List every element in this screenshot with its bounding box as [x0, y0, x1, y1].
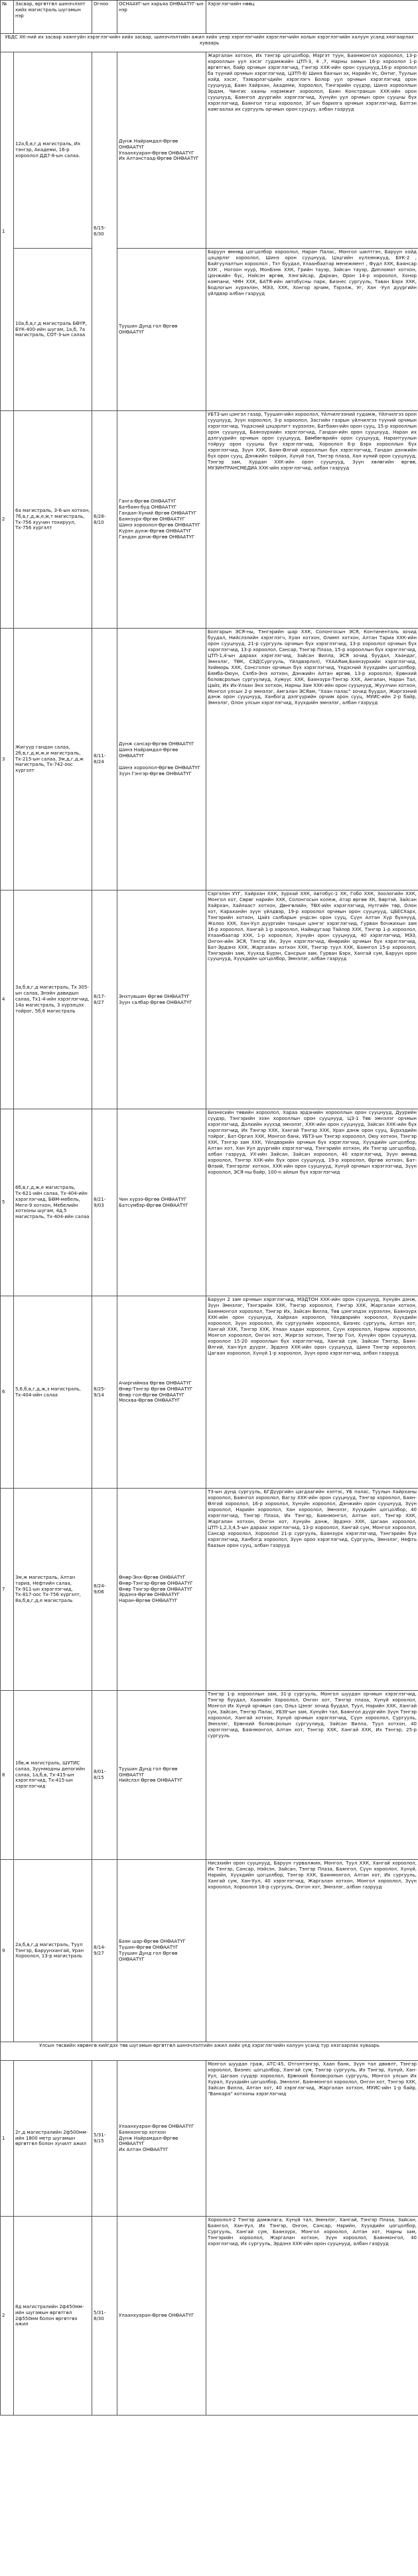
row-duty: Баруун 2 зам орчмын хэрэглэгчид, МЭДТОН ХХК-ийн орон сууцнууд, Хүнүйн дэнж, Зүүн Эмнэлэг, Тэнгэрийн ХХК, Тэнгэр хороолол, Гэнгэр ХХК, Жаргалан хотхон, Баянмонгол хороолол, Тэнгэр Их, Зайсан Вилла, Төв цэнгэлдэх хүрээлэн, Баянзүрх ХХК-ийн орон сууцнууд, Хайрхан хороолол, Үйлдвэрийн хороолол, Хүүхдийн хороолол, Зүүн хороолол, Их сургуулийн хороолол, Бизнес сургууль, Алтан хот, Хангай ХХК, Тэнгэр ХХК, Улаан хадан хороолол, Сүүн хороолол, Нарны хороолол, Монгол хороолол, Онгон хот, Жиргээ хотхон, Тэнгэр Гол, Хүнүйн орон сууцнууд, хороолол 15-20 хорооллын бүх хэрэглэгчид, Хангай сум, Зайсан Тэнгэр, Баян-Өлгий, Хан-Уул дүүрэг, Эрдэнэ ХХК-ийн орон сууцнууд, Шинэ Тэнгэр хороолол, Цагаан хороолол, Хүнүй 1-р хороолол, Зүүн ороо хэрэглэгчид, албан газрууд — [206, 1296, 418, 1489]
row-duty: Жаргалан хотхон, Их тэнгэр цогцолбор, Мэргэт туун, Баянмонгол хороолол, 13-р хорооллын уул хэсэг гудамжийн ЦТП-3, 4 ,7, Нарны замын 16-р хороолол 1-р өргөтгөл, байр орчмын хэрэглэгчид, Гэнгэр ХХК-ийн орон сууцнууд,16-р хороолол ба түүний орчмын хэрэглэгчид, ЦЗТП-8/ Шинэ бахчын эх, Нарийн Ус, Онтиг, Туулын хойд хэсэг, Тээвэрлэгчдийн хэрэглэгч Болор уул орчмын хэрэглэгчид орон сууцнууд, Баян Хайрхан, Академи, Хороолол, Тэнгэрийн сүүдэр, Шинэ хорооллын Эрдэм, Чингис хааны нэрэмжит хороолол, Баян Констракшн ХХК-ийн орон сууцнууд, Баянгол дүүргийн хэрэглэгчид, Хүнүйн уул орчмын орон сууцны бүх хэрэглэгчид, Баянгол тэгш хороолол, ЗГ-ын барилга орчмын хэрэглэгчид, Батгэн хамгаалах их сургууль орчмын орон сууцуу, албан газрууд — [206, 52, 418, 249]
row-responsible: Туушин Дунд гол Өргөө ОНӨААТҮГ — [117, 249, 206, 411]
section-1-title: УБДС ХК-ний их засвар хаянгуйн хэрэглэгчийн хийх засвар, шинэчлэлтийн ажил хийх үеэр хэрэглэгчийн хэрэглэгчийн холын хэрэглэгчийн халуун усанд хязгаарлах хуваарь — [1, 34, 418, 52]
row-number: 1 — [1, 52, 14, 411]
table-row — [1, 1860, 418, 2042]
header-work: Засвар, өргөтгөл шинэчлэлт хийх магистраль шугамын нэр — [14, 1, 92, 34]
row-duty: Сэргэлэн УҮГ, Хайрхан ХХК, Зурхай ХХК, Автобус-1 ХК, Гобо ХХК, Зоологийн ХХК, Монгол хот, Сөрөг нарийн ХХК, Солонгосын колеж, Атар өргөө ХК, Бөртэй, Зайсан Хайрхан, Хайлааст хотхон, Дөнгөлийн, ТӨХ-ийн хэрэглэгчид, Нутгийн төр, Олон хот, Караханйн зүүн үйлдвэр, 19-р хороолол орчмын орон сууцнууд, ЦБЕСХарх, Тэнгэрийн хотхон, Цайз салбарын үндсэн орон сууц, Сүүн Алтан Хүр бүхнүүд, Жолоо ХХК, Хан-Уул дүүргийн танцын цэнгэг хэрэглэгчид, Гурван бочжихын зам 16-р хороолол, Хангай 1-р хороолол, Наймдугаар Тайлор ХХК, Тэнгэр 1-р хороолол, Улаанбаатар ХХК, 1-р хороолол, Хүнүйн орон сууцнууд, 40 хэрэглэгчид, МЭЗ, Онгон-ийн ЭСЯ, Тэнгэр Их, Зүүн хэрэглэгчид, Өнөрийн орчмын бүх хэрэглэгчид, Бат-Эрдэнэ ХХК, Жаргалан хотхон ХХК, Тэнгэр туул ХХК, Баянгол 15-р хороолол, Тэнгэрийн зам, Хүүхэд Бүрэн, Сансрын зам, Гурван Бэрх, Хангай сум, Баруун орон сууцнууд, Хүүхдийн цогцолбор, Эмнэлэг, албан газрууд — [206, 890, 418, 1109]
table-row — [1, 52, 418, 249]
row-work: 6б,в,г,д,ж,е магистраль, Тх-621-ийн салаа, Тх-404-ийн хэрэглэгчид, БӨМ-мебель, Меге-9 хотхон, Мебелийн хотхоны шугам, 4д,5 магистраль, Тх-404-ийн салаа — [14, 1109, 92, 1296]
row-number: 2 — [1, 411, 14, 629]
row-stage: 8/17-8/27 — [92, 890, 117, 1109]
row-number: 1 — [1, 2061, 14, 2217]
header-duty: Хэрэглэгчийн нөөц — [206, 1, 418, 34]
row-work: 10а,б,в,г,д магистраль БӨҮР, БҮК-400-ийн шугам, 1а,б, 7а магистраль, СОТ-3-ын салаа — [14, 249, 92, 411]
row-responsible: Өнөр-Энх-Өргөө ОНӨААТҮГ Өнөр-Тэнгэр-Өргөө ОНӨААТҮГ Өнөр Тэнгэр-Өргөө ОНӨААТҮГ Эрдэнэ-Өргөө ОНӨААТҮГ Наран-Өргөө ОНӨААТҮГ — [117, 1489, 206, 1691]
row-number: 4 — [1, 890, 14, 1109]
row-work: 2а,б,в,г,д магистраль, Туул Тэнгэр, Баруунхангай, Уран Хороолол, 13-р магистраль — [14, 1860, 92, 2042]
row-work: 1бв,ж магистраль, ШУТИС салаа, Зуунмодны депогийн салаа, 1а,б,в, Тх-415-ын хэрэглэгчид, Тх-415-ын хэрэглэгчид — [14, 1691, 92, 1860]
row-duty: УБТЗ-ын цэнгэл газар, Туушин-ийн хороолол, Үйлчилгээний гудамж, Үйлчилгээ орон сууцнууд, Зүүн хороолол, 3-р хороолол, Засгийн газрын үйлчилгээ түүний орчмын хэрэглэгчид, Үндэсний цэцэрлэгт хүрээлэн, Батбаян-ийн орон сууц, 15-р хорооллын орон сууцнууд, Баянзүрхийн хэрэглэгчид, Гандан-ийн орон сууцнууд, Наран их дэлгүүрийн орчмын орон сууцнууд, Бөмбөгөрийн орон сууцнууд, Нарантуулын тойруу орон сууцны бүх хэрэглэгчид, Хороолол 6-р Бэрх хорооллын бүх хэрэглэгчид, Зүүн ХХК, Баян-Өлгий хорооллын бүх хэрэглэгчид, Гандан дэнжийн бүх орон сууц, Дэнжийн тойрон, Хүнүй тал, Тэнгэр плаза, Хан хүний орон сууцнууд, Тэнгэр зам, Хурдан ХХК-ийн орон сууцнууд, Зүүн хөлөгийн өргөө, МУЗИНТРАНСМЕДИА ХХК-ийн хэрэглэгчид, албан газрууд — [206, 411, 418, 629]
row-number: 6 — [1, 1296, 14, 1489]
row-responsible-primary: Улаанхуаран-Өргөө ОНӨААТҮГ Баянхонгор хотхон — [119, 2123, 194, 2135]
header-row — [1, 1, 418, 34]
row-stage: 5/31-8/30 — [92, 2217, 117, 2416]
row-duty: Бизнесийн төвийн хороолол, Хараа эрдэнийн хорооллын орон сууцнууд, Дуурийн сүүдэр, Тэнгэрийн эзэн хорооллын орон сууцнууд, ЦЗ-1 Төв эмнэлэг орчмын хэрэглэгчид, Дэлхийн хүүхэд эмнэлэг, ХХК-ийн орон сууцнууд, Зайсан ХХК-ийн бүх хэрэглэгчид, Их Тэнгэр ХХК, Хангай Тэнгэр ХХК, Уран дэнж орон сууц, Бүрхэдийн тойрог, Бат-Оргил ХХК, Монгол банк, УБТЗ-ын Тэнгэр хороолол, Оюу хотхон, Тэнгэр ХХК, Тэнгэр зам ХХК, Үйлдвэрийн орчмын бүх хэрэглэгчид, Хүүхдийн цогцолбор, Алтан хот, Хан Уул дүүргийн хэрэглэгчид, Тэнгэрийн хотхон, Их Тэнгэр цогцолбор, албан газрууд, УХ-ийн Зайсан, Зайсан хороолол, 40 хэрэглэгчид, Зүүн өмнөд хороолол, Тэнгэр ХХК-ийн бүх орон сууцнууд, 19-р хороолол, Өргөө хотхон, Бат-Өлзий, Тэнгэрлэг хотхон, ХХК-ийн орон сууцнууд, Хүнүй орчмын хэрэглэгчид, Зүүн хороолол, ЭСЯ-ны байр, 100-н айлын бүх хэрэглэгчид — [206, 1109, 418, 1296]
row-stage: 8/01-8/15 — [92, 1691, 117, 1860]
section-heading-2 — [1, 2042, 418, 2061]
row-responsible: Ганга-Өргөө ОНӨААТҮГ Батбаян-буд ОНӨААТҮГ Гандан-Хүний Өргөө ОНӨААТҮГ Баянзүрх-Өргөө ОНӨААТҮГ Шинэ хороолол-Өргөө ОНӨААТҮГ Күрэн дүнж-Өргөө ОНӨААТҮГ Гандан дэнж-Өргөө ОНӨААТҮГ — [117, 411, 206, 629]
table-row — [1, 890, 418, 1109]
row-responsible: Улаанхуаран-Өргөө ОНӨААТҮГ — [117, 2217, 206, 2416]
row-responsible: Дүнж Найрамдал-Өргөө ОНӨААТҮГ Улаанхуаран-Өргөө ОНӨААТҮГ Их Алтанстаад-Өргөө ОНӨААТҮГ — [117, 52, 206, 249]
table-row — [1, 1489, 418, 1691]
row-stage: 8/14-9/27 — [92, 1860, 117, 2042]
row-responsible: Туушин Дунд гол Өргөө ОНӨААТҮГ Нийслэл Өргөө ОНӨААТҮГ — [117, 1691, 206, 1860]
header-stage: Огноо — [92, 1, 117, 34]
table-row — [1, 1296, 418, 1489]
row-work: Жигүүр гандан салаа, 2б,в,г,д,м,ж,и магистраль, Тх-215-ын салаа, 3м,д,г,д,ж магистраль, Тх-742-оос хүргэлт — [14, 629, 92, 890]
row-stage: 5/31-9/15 — [92, 2061, 117, 2217]
row-duty: Баруун өмнөд цогцолбор хороолол, Наран Палас, Монгол шилтгэн, Баруун хойд цэцэрлэг хороолол, Шинэ орон сууцнууд, Цэцгийн хүлээмжүүд, БУК-2 , Байгуулалтын хороолол , Тхт буудал, Улаанбаатар менежмент , Фүдл ХХК, Баянсар ХХК , Ногоон нуур, МонБэнк ХХК, Грийн тауэр, Зайсан тауэр, Дипломат хотхон, Цонжийн бүс, Нэйсэн өргөө, Хэнгайсар, Дархан, Орон 14-р хороолол, Хонор компани, ЧМН ХХК, БАТЯ-ийн автобусны парк, Бизнес сургууль, Таван Бэрх ХХК, Бодлогын хүрээлэн, МЭЗ, ХХК, Хонгор эрчим, Тэрэлж, Уг, Хан -Уул дүүргийн үйлдвэр албан газрууд — [206, 249, 418, 411]
header-resp: ОСНААУГ-ын харьяа ОНӨААТҮГ-ын нэр — [117, 1, 206, 34]
row-work: 3а,б,в,г,д магистраль, Тх 305-ын салаа, Энэйн давидын салаа, Тх1-4-ийн хэрэглэгчид, 14а магистраль, 3 хүрэлцэх тойрог, 5б,6 магистраль — [14, 890, 92, 1109]
row-stage: 6/28-8/10 — [92, 411, 117, 629]
row-number: 7 — [1, 1489, 14, 1691]
row-work: 8д магистралийн 2ф450мм-ийн шугамын өргөтгөл 2ф550мм болон өргөтгөх ажил — [14, 2217, 92, 2416]
row-number: 9 — [1, 1860, 14, 2042]
row-responsible: Дүнж сансар-Өргөө ОНӨААТҮГ Шинэ Найрамдал-Өргөө ОНӨААТҮГ Шинэ хороолол-Өргөө ОНӨААТҮГ Зүүн Гэнгэр-Өргөө ОНӨААТҮГ — [117, 629, 206, 890]
table-row — [1, 629, 418, 890]
section-2-title: Улсын төсвийн хөрөнгө хийгдэх төв шугамын өргөтгөл шинэчлэлтийн ажил хийх үед хэрэглэгчийн халуун усанд тур хязгаарлах хуваарь — [1, 2042, 418, 2061]
table-row — [1, 411, 418, 629]
row-responsible: Энхтүвшин Өргөө ОНӨААТҮГ Зүүн салбар Өргөө ОНӨААТҮГ — [117, 890, 206, 1109]
row-work: 5,6,б,в,г,д,ж,з магистраль, Тх-404-ийн салаа — [14, 1296, 92, 1489]
row-number: 3 — [1, 629, 14, 890]
table-row — [1, 1109, 418, 1296]
table-row — [1, 1691, 418, 1860]
row-number: 5 — [1, 1109, 14, 1296]
table-row — [1, 2217, 418, 2416]
row-responsible: Чин хүрээ-Өргөө ОНӨААТҮГ Батсүмбэр-Өргөө ОНӨААТҮГ — [117, 1109, 206, 1296]
row-work: 6а магистраль, 3-6-ын хотхон, 7б,в,г,д,ж,е,м,т магистраль, Тх-756 хуучин тохируул, Тх-756 хүргэлт — [14, 411, 92, 629]
row-duty: Нисэхийн орон сууцнууд, Баруун гурвалжин, Монгол, Туул ХХК, Хангай хороолол, Их Тэнгэр, Сансар, Нэйсэн, Зайсан, Тэнгэр Плаза, Баянгол, Сүүн хороолол, Хүнүй, Нарийн, Хүүхдийн цогцолбор, Тэнгэр ХХК, Баянмонгол, Алтан хот, Их сургууль, Хангай сум, Хан-Уул, 40 хэрэглэгчид, Жаргалан хотхон, Монгол хороолол, Зүүн хороолол, Хороолол 16-р сургууль, Онгон хот, Эмнэлэг, албан газрууд — [206, 1860, 418, 2042]
row-stage: 8/25-9/14 — [92, 1296, 117, 1489]
row-duty: Тэнгэр 1-р хорооллын зам, 31-р сургууль, Монгол шуудан орчмын хэрэглэгчид, Тэнгэр буудал, Хаанийн Хороолол, Онгон хот, Тэнгэр плаза, Хүнүй хороолол, Монгол Их Хүнүй орчмын сан, Ольз Цэнэг зочид буудал, Туул, Нарийн ХХК, Хангай сум, Зайсан, Тэнгэр Палас, УБЗУ-ын зам, Хүнүйн тал, Баянгол дүүргийн Зүүн Тэнгэр хороолол, Хангай хотхон, Хүнүй орчмын хэрэглэгчид, Сүүн хороолол, Сургууль, Эмнэлэг, Ерөнхий боловсролын сургуулиуд, Зайсан Вилла, Туул хотхон, 40 хэрэглэгчид, Баянмонгол, Алтан хот, Тэнгэр ХХК, Хангай ХХК, Их Тэнгэр, 25-р сургууль — [206, 1691, 418, 1860]
table-row — [1, 249, 418, 411]
row-stage: 6/15-6/30 — [92, 52, 117, 411]
row-work: 12а,б,в,г,д магистраль, Их тэнгэр, Академи, 16-р хороолол ДД7-8-ын салаа. — [14, 52, 92, 249]
row-number: 2 — [1, 2217, 14, 2416]
table-row — [1, 2061, 418, 2217]
row-stage: 8/24-9/06 — [92, 1489, 117, 1691]
row-duty: ТЗ-ын дунд сургууль, БГДүүргийн цагдаагийн хэлтэс, УБ палас, Туулын Хайрханы хороолол, Баянгол хороолол, Вагзу ХХК-ийн орон сууцнууд, Тэнгэр хороолол, Баян-Өлгий хороолол, 16-р хороолол, Хүнүйн хороолол, Дэнжийн орон сууцнууд, Зүүн хороолол, Нарийн хороолол, Хан хороолол, Эмнэлэг, Хүүхдийн цогцолбор, 40 хэрэглэгчид, Тэнгэр Плаза, Их Тэнгэр, Баянмонгол, Алтан хот, Тэнгэр ХХК, Жаргалан хотхон, Онгон хот, Хүнүйн дэнж, Эрдэнэ ХХК, Цагаан хороолол, ЦТП-1,2,3,4,5-ын дараах хэрэглэгчид, 13-р хороолол, Хангай сум, Монгол хороолол, Сансар хороолол, Хороолол 21-р сургууль, Баянзүрх хэрэглэгчид, Тэнгэрийн бүх хэрэглэгчид, Ханбогд хороолол, Зүүн ороо хэрэглэгчид, Сургууль, Эмнэлэг, Нефть баазын орон сууц, албан газрууд — [206, 1489, 418, 1691]
row-responsible — [117, 2061, 206, 2217]
row-work: 3м,ж магистраль, Алтан тариа, Нефтийн салаа, Тх-911-ын хэрэглэгчид, Тх-817-оос Тх-756 хүргэлт, 8а,б,в,г,д,е магистраль — [14, 1489, 92, 1691]
row-responsible: Баян шар-Өргөө ОНӨААТҮГ Түшин-Өргөө ОНӨААТҮГ Туушин Дунд гол Өргөө ОНӨААТҮГ — [117, 1860, 206, 2042]
section-heading-1 — [1, 34, 418, 52]
row-number: 8 — [1, 1691, 14, 1860]
row-responsible: Ачиргиймаа Өргөө ОНӨААТҮГ Өнөр-Тэнгэр Өргөө ОНӨААТҮГ Өнөр гол-Өргөө ОНӨААТҮГ Москва-Өргөө ОНӨААТҮГ — [117, 1296, 206, 1489]
row-duty: Монгол шуудан граж, АТС-45, Отгонтэнгэр, Хаан банк, Зүүн тал дөхөлт, Тэнгэр хороолол, Бизнес цогцолбор, Хангай сум, Тэнгэр сургууль, Их Тэнгэр, Хүнүй, Хан-Уул, Цагаан сүүдэр хороолол, Ерөнхий боловсролын сургууль, Монгол улсын Их Хурал, Хүүхдийн цогцолбор, Эмнэлэг, Баянмонгол хороолол, Онгон хот, Тэнгэр ХХК, Зайсан Вилла, Алтан хот, 40 хэрэглэгчид, Жаргалан хотхон, МУИС-ийн 1-р байр, "Ванкара" хотхоны хэрэглэгчид — [206, 2061, 418, 2217]
row-stage: 8/21-9/03 — [92, 1109, 117, 1296]
row-duty: Болгарын ЭСЯ-ны, Тэнгэрийн шар ХХК, Солонгосын ЭСЯ, Континенталь зочид буудал, Нийслэлийн хэрэглэгч, Хуан хотхон, Олимп хотхон, Алтан Тариа ХХК-ийн орон сууцнууд, 21-р сургууль орчмын бүх хэрэглэгчид, 13-р хороолол орчмын бүх хэрэглэгчид, 13-р хороолол, Сансар, Тэнгэр Плаза, 15-р хорооллын бүх хэрэглэгчид, ЦТП-1,4-ын дараах хэрэглэгчид, Зайсан Вилла, ЭСЯ зочид буудал, Хаандаг, Эмнэлэг, ТӨК, СЭД(Сургууль, Үйлдвэрлэл), ҮХААЯам,Баянзүрхийн хэрэглэгчид, Хийморь ХХК, Сонсголон орчмын бүх хэрэглэгчид, Үндэсний Хүүхдийн цогцолбор, Бямба-Оюун, Сэлбэ-Энэ хотхон, Дэнжийн Алтан өргөө, 13-р хороолол, Ерөнхий боловсролын сургуулиуд, Хүмүүс ХХК, Баянзүрх-Тэнгэр ХХК, Амгалан, Наран Тал, Цайз, Их Их-Улаан Энх хотхон, Нарны Зам ХХК-ийн орон сууцнууд, Жуулчин хотхон, Монгол улсын 2-р эмнэлэг, Амгалан ЭСЯам, "Хаан палас" зочид буудал, Жиргээний дэнж орон сууцнууд, Ханбогд дэлгүүрийн орчим орон сууц, МУИС-ийн 2-р байр, Эмнэлэг, Олон улсын хэрэглэгчид, Хүүхдийн эмнэлэг, албан газрууд — [206, 629, 418, 890]
row-duty: Хороолол-2 Тэнгэр дамжлага, Хүнүй тал, Эмнэлэг, Хангай, Тэнгэр Плаза, Зайсан, Баянгол, Хан-Уул, Их Тэнгэр, Онгон, Сансар, Нарийн, Хүүхдийн цогцолбор, Сургууль, Хангай сум, Баянзүрх, Монгол хороолол, Алтан хот, Нарны зам, Тэнгэрийн хороолол, Жаргалан хотхон, Зүүн хороолол, Баянмонгол, 40 хэрэглэгчид, Их сургууль, Эрдэнэ ХХК-ийн орон сууцнууд, албан газрууд — [206, 2217, 418, 2416]
row-stage: 8/11-8/24 — [92, 629, 117, 890]
row-responsible-secondary: Дүнж Найрамдал-Өргөө ОНӨААТҮГ Их Алтан ОНӨААТҮГ — [119, 2135, 178, 2153]
header-no: № — [1, 1, 14, 34]
row-work: 2г,д магистралийн 2ф500мм-ийн 1800 метр шугамын өргөтгөл болон хучилт ажил — [14, 2061, 92, 2217]
